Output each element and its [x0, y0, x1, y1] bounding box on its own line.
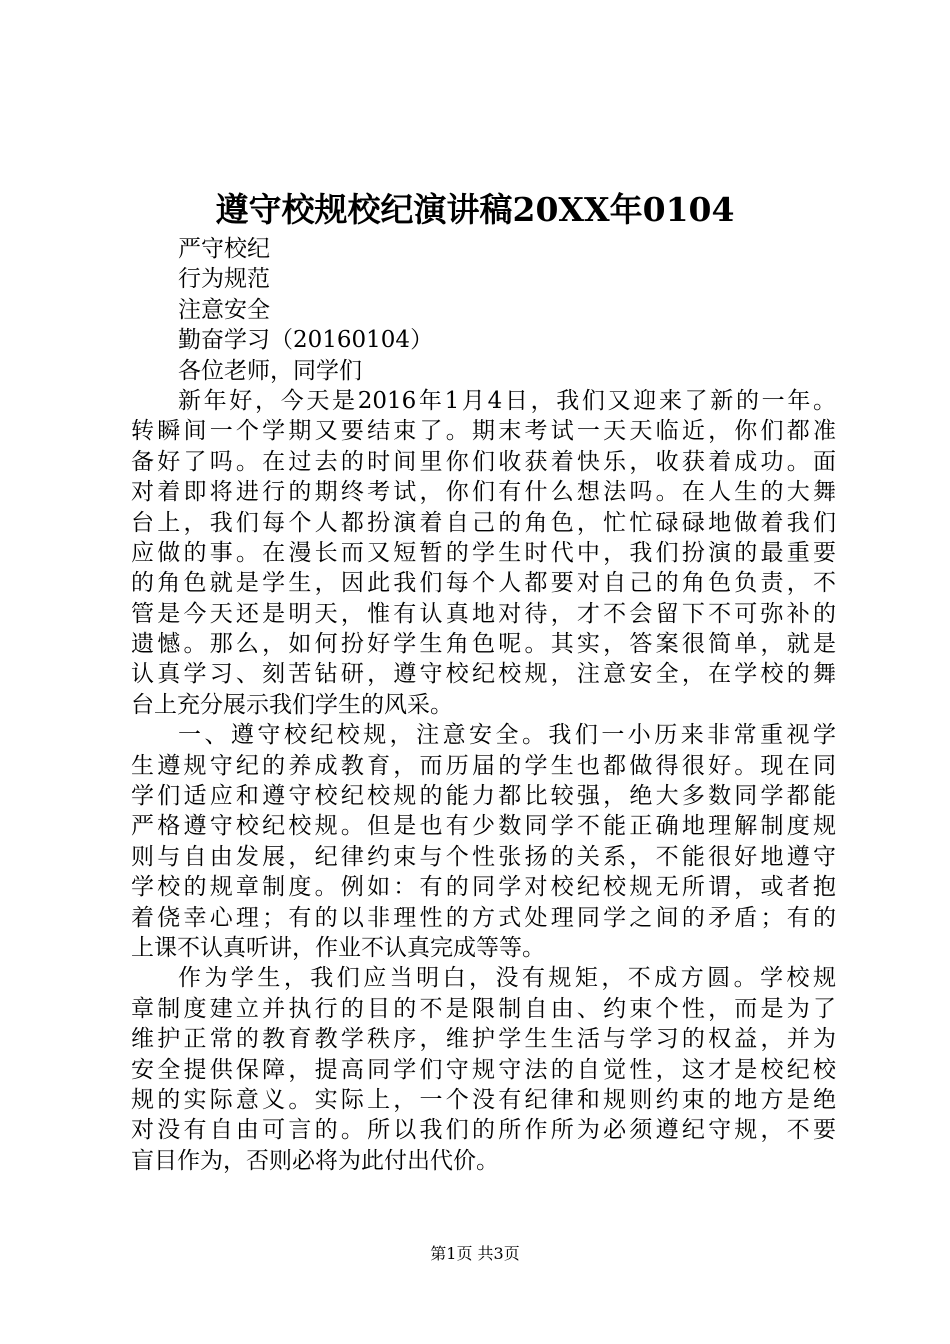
salutation-line: 各位老师，同学们: [178, 357, 362, 384]
paragraph-line: 学校的规章制度。例如：有的同学对校纪校规无所谓，或者抱: [131, 874, 836, 901]
document-title: 遵守校规校纪演讲稿20XX年0104: [215, 190, 735, 229]
paragraph-line: 应做的事。在漫长而又短暂的学生时代中，我们扮演的最重要: [131, 539, 836, 566]
paragraph-line: 认真学习、刻苦钻研，遵守校纪校规，注意安全，在学校的舞: [131, 661, 836, 688]
paragraph-line: 一、遵守校纪校规，注意安全。我们一小历来非常重视学: [178, 722, 836, 749]
document-body: [131, 234, 836, 1176]
paragraph-line: 对着即将进行的期终考试，你们有什么想法吗。在人生的大舞: [131, 479, 836, 506]
paragraph-line: 着侥幸心理；有的以非理性的方式处理同学之间的矛盾；有的: [131, 904, 836, 931]
paragraph-line: 遗憾。那么，如何扮好学生角色呢。其实，答案很简单，就是: [131, 631, 836, 658]
heading-line: 勤奋学习（20160104）: [178, 327, 434, 354]
paragraph-line: 备好了吗。在过去的时间里你们收获着快乐，收获着成功。面: [131, 448, 836, 475]
paragraph-line: 生遵规守纪的养成教育，而历届的学生也都做得很好。现在同: [131, 752, 836, 779]
heading-line: 注意安全: [178, 296, 270, 323]
paragraph-line: 台上充分展示我们学生的风采。: [131, 691, 453, 718]
paragraph-1: [131, 386, 836, 720]
paragraph-line: 严格遵守校纪校规。但是也有少数同学不能正确地理解制度规: [131, 813, 836, 840]
paragraph-line: 对没有自由可言的。所以我们的所作所为必须遵纪守规，不要: [131, 1117, 836, 1144]
paragraph-line: 管是今天还是明天，惟有认真地对待，才不会留下不可弥补的: [131, 600, 836, 627]
paragraph-line: 的角色就是学生，因此我们每个人都要对自己的角色负责，不: [131, 570, 836, 597]
paragraph-line: 则与自由发展，纪律约束与个性张扬的关系，不能很好地遵守: [131, 843, 836, 870]
paragraph-line: 台上，我们每个人都扮演着自己的角色，忙忙碌碌地做着我们: [131, 509, 836, 536]
paragraph-line: 安全提供保障，提高同学们守规守法的自觉性，这才是校纪校: [131, 1056, 836, 1083]
paragraph-line: 作为学生，我们应当明白，没有规矩，不成方圆。学校规: [178, 965, 836, 992]
heading-line: 严守校纪: [178, 236, 270, 262]
paragraph-2: [131, 720, 836, 963]
paragraph-line: 维护正常的教育教学秩序，维护学生生活与学习的权益，并为: [131, 1026, 836, 1053]
paragraph-line: 转瞬间一个学期又要结束了。期末考试一天天临近，你们都准: [131, 418, 836, 445]
paragraph-line: 学们适应和遵守校纪校规的能力都比较强，绝大多数同学都能: [131, 783, 836, 810]
paragraph-3: [131, 963, 836, 1176]
paragraph-line: 规的实际意义。实际上，一个没有纪律和规则约束的地方是绝: [131, 1086, 836, 1113]
heading-line: 行为规范: [178, 266, 270, 293]
paragraph-line: 上课不认真听讲，作业不认真完成等等。: [131, 934, 545, 961]
paragraph-line: 盲目作为，否则必将为此付出代价。: [131, 1147, 499, 1174]
page-number-footer: 第1页 共3页: [430, 1244, 520, 1263]
paragraph-line: 章制度建立并执行的目的不是限制自由、约束个性，而是为了: [131, 995, 836, 1022]
paragraph-line: 新年好，今天是2016年1月4日，我们又迎来了新的一年。: [178, 387, 836, 414]
